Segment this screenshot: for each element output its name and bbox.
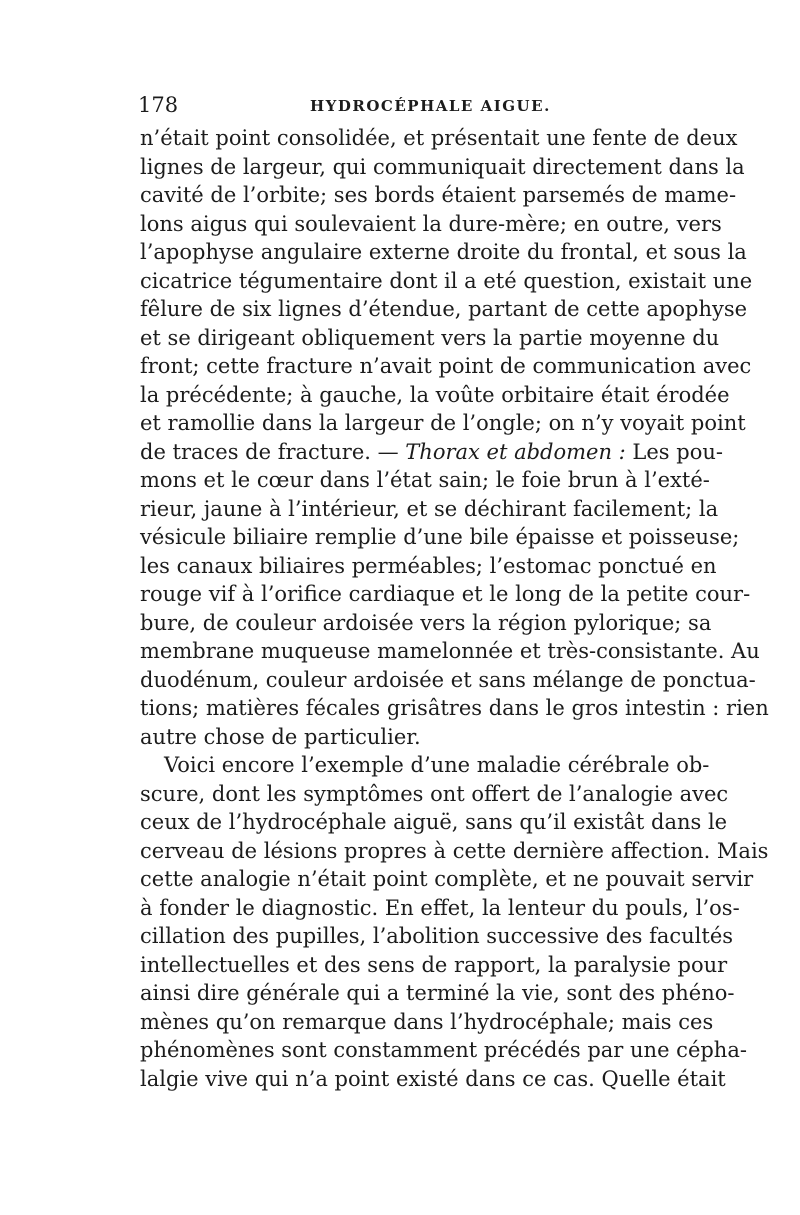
italic-heading: Thorax et abdomen : xyxy=(405,439,626,464)
text-line: lons aigus qui soulevaient la dure-mère; en outre, vers xyxy=(140,211,722,236)
text-line: bure, de couleur ardoisée vers la région pylorique; sa xyxy=(140,610,712,635)
text-line: cette analogie n’était point complète, et ne pouvait servir xyxy=(140,867,754,891)
text-line: lignes de largeur, qui communiquait directement dans la xyxy=(140,154,745,179)
text-line: fêlure de six lignes d’étendue, partant de cette apophyse xyxy=(140,297,748,321)
text-line: mènes qu’on remarque dans l’hydrocéphale; mais ces xyxy=(140,1009,714,1034)
text-run: Les pou- xyxy=(625,439,723,464)
paragraph-1 xyxy=(140,124,769,751)
text-line: la précédente; à gauche, la voûte orbitaire était érodée xyxy=(140,382,730,407)
text-line: duodénum, couleur ardoisée et sans mélange de ponctua- xyxy=(140,667,756,692)
text-line: rouge vif à l’orifice cardiaque et le long de la petite cour- xyxy=(140,582,751,606)
text-line: cillation des pupilles, l’abolition successive des facultés xyxy=(140,924,734,948)
text-line: autre chose de particulier. xyxy=(140,724,421,749)
text-line: tions; matières fécales grisâtres dans le gros intestin : rien xyxy=(140,696,769,720)
paragraph-2 xyxy=(140,751,769,1093)
text-line: ainsi dire générale qui a terminé la vie, sont des phéno- xyxy=(140,981,735,1005)
text-line: cicatrice tégumentaire dont il a eté question, existait une xyxy=(140,268,753,293)
text-run: de traces de fracture. — xyxy=(140,439,406,464)
text-line: l’apophyse angulaire externe droite du frontal, et sous la xyxy=(140,240,747,264)
text-line: front; cette fracture n’avait point de communication avec xyxy=(140,354,752,378)
text-line: et se dirigeant obliquement vers la partie moyenne du xyxy=(140,325,720,350)
text-line: membrane muqueuse mamelonnée et très-consistante. Au xyxy=(140,639,760,663)
text-line: cerveau de lésions propres à cette dernière affection. Mais xyxy=(140,838,769,863)
text-line: scure, dont les symptômes ont offert de l’analogie avec xyxy=(140,781,729,806)
text-line: n’était point consolidée, et présentait une fente de deux xyxy=(140,126,738,150)
text-line: les canaux biliaires perméables; l’estomac ponctué en xyxy=(140,553,717,578)
text-line-with-italic xyxy=(140,438,723,467)
body-text xyxy=(140,124,769,1093)
text-line: cavité de l’orbite; ses bords étaient parsemés de mame- xyxy=(140,183,737,207)
text-line: Voici encore l’exemple d’une maladie cérébrale ob- xyxy=(164,753,710,777)
running-title: HYDROCÉPHALE AIGUE. xyxy=(310,97,551,115)
text-line: à fonder le diagnostic. En effet, la lenteur du pouls, l’os- xyxy=(140,895,740,920)
text-line: rieur, jaune à l’intérieur, et se déchirant facilement; la xyxy=(140,496,719,521)
page-header xyxy=(138,93,658,121)
text-line: ceux de l’hydrocéphale aiguë, sans qu’il existât dans le xyxy=(140,810,728,834)
text-line: et ramollie dans la largeur de l’ongle; on n’y voyait point xyxy=(140,411,746,435)
text-line: vésicule biliaire remplie d’une bile épaisse et poisseuse; xyxy=(140,525,740,549)
text-line: mons et le cœur dans l’état sain; le foie brun à l’exté- xyxy=(140,468,710,492)
page-number: 178 xyxy=(138,93,179,117)
text-line: phénomènes sont constamment précédés par une cépha- xyxy=(140,1038,747,1062)
text-line: lalgie vive qui n’a point existé dans ce cas. Quelle était xyxy=(140,1066,726,1091)
text-line: intellectuelles et des sens de rapport, la paralysie pour xyxy=(140,952,728,977)
